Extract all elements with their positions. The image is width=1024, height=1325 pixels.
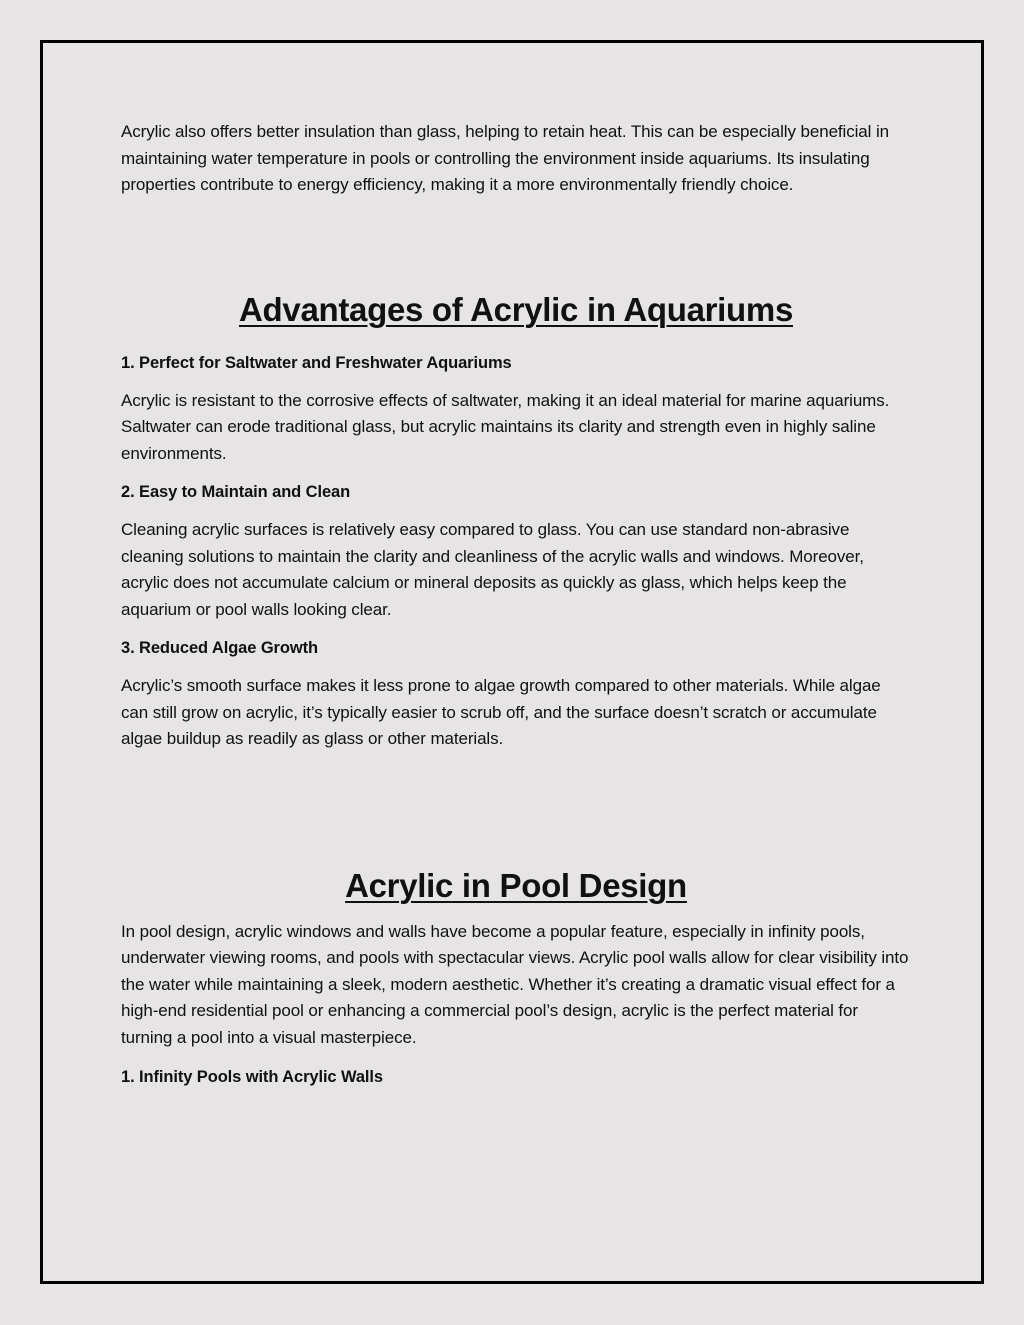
aquariums-item-2-body: Cleaning acrylic surfaces is relatively easy compared to glass. You can use standard non-abrasive cleaning solutions to maintain the clarity and cleanliness of the acrylic walls and windows. Moreover, acrylic does not accumulate calcium or mineral deposits as quickly as glass, which helps keep the aquarium or pool walls looking clear. — [121, 520, 864, 619]
aquariums-heading: Advantages of Acrylic in Aquariums — [239, 290, 793, 328]
aquariums-item-1-title: 1. Perfect for Saltwater and Freshwater Aquariums — [121, 353, 512, 372]
aquariums-item-1-body: Acrylic is resistant to the corrosive effects of saltwater, making it an ideal material for marine aquariums. Saltwater can erode traditional glass, but acrylic maintains its clarity and strength even in highly saline environments. — [121, 390, 890, 463]
pool-item-1-title: 1. Infinity Pools with Acrylic Walls — [121, 1068, 383, 1086]
pool-paragraph: In pool design, acrylic windows and walls have become a popular feature, especially in infinity pools, underwater viewing rooms, and pools with spectacular views. Acrylic pool walls allow for clear visibility into the water while maintaining a sleek, modern aesthetic. Whether it’s creating a dramatic visual effect for a high-end residential pool or enhancing a commercial pool’s design, acrylic is the perfect material for turning a pool into a visual masterpiece. — [121, 921, 909, 1047]
page-content — [121, 119, 911, 1088]
aquariums-item-2-title: 2. Easy to Maintain and Clean — [121, 483, 351, 501]
intro-paragraph: Acrylic also offers better insulation than glass, helping to retain heat. This can be especially beneficial in maintaining water temperature in pools or controlling the environment inside aquariums. Its insulating properties contribute to energy efficiency, making it a more environmentally friendly choice. — [121, 122, 889, 194]
aquariums-item-3-title: 3. Reduced Algae Growth — [121, 639, 318, 657]
aquariums-item-3-body: Acrylic’s smooth surface makes it less prone to algae growth compared to other materials. While algae can still grow on acrylic, it’s typically easier to scrub off, and the surface doesn’t scratch or accumulate algae buildup as readily as glass or other materials. — [121, 676, 881, 748]
pool-heading: Acrylic in Pool Design — [345, 866, 687, 904]
